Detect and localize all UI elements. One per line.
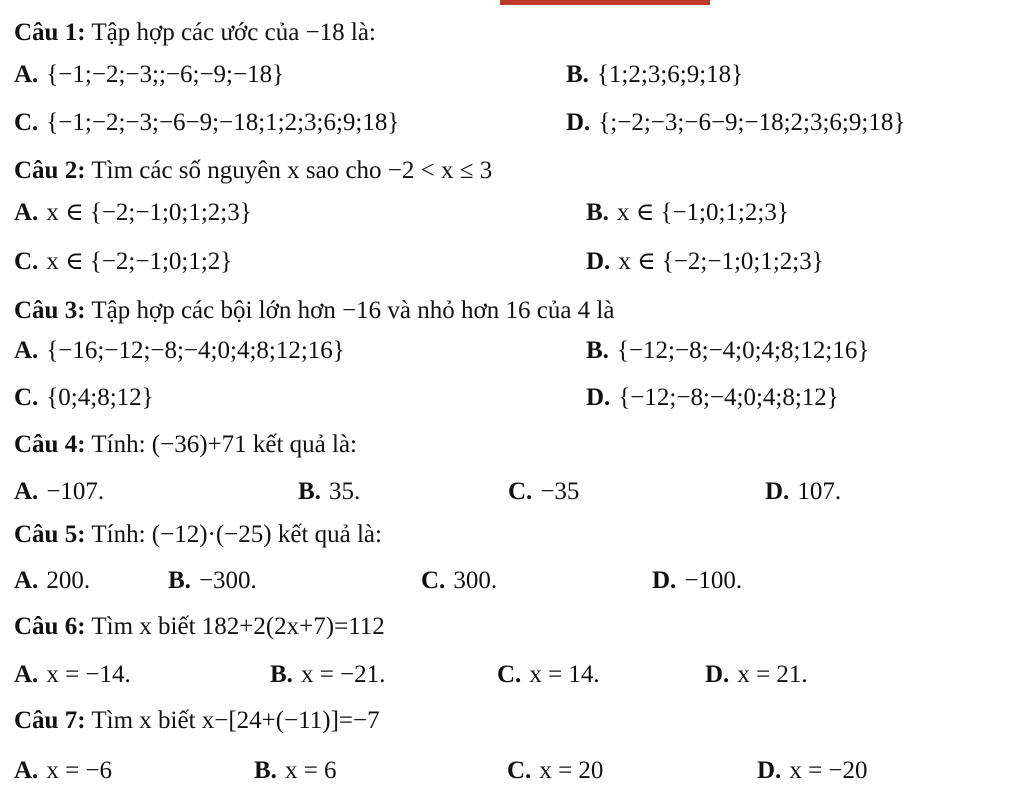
option-text: −35	[540, 478, 580, 505]
q2-option-d[interactable]	[586, 247, 824, 277]
option-label: C.	[497, 661, 522, 688]
option-label: A.	[14, 61, 39, 88]
option-text: −100.	[684, 567, 743, 594]
option-text: x ∈ {−2;−1;0;1;2;3}	[618, 248, 824, 275]
q4-option-b[interactable]	[298, 477, 360, 507]
option-label: D.	[652, 567, 677, 594]
option-label: A.	[14, 757, 39, 784]
option-label: D.	[586, 248, 611, 275]
question-6	[14, 612, 385, 642]
question-7	[14, 706, 380, 736]
q5-option-b[interactable]	[168, 566, 257, 596]
question-label: Câu 2:	[14, 157, 86, 184]
option-text: −107.	[46, 478, 105, 505]
q6-option-b[interactable]	[270, 660, 385, 690]
question-text: Tìm x biết 182+2(2x+7)=112	[91, 613, 385, 640]
question-2	[14, 156, 492, 186]
option-text: x ∈ {−2;−1;0;1;2;3}	[46, 199, 252, 226]
option-text: {−12;−8;−4;0;4;8;12;16}	[616, 337, 870, 364]
option-label: B.	[298, 478, 321, 505]
q2-option-a[interactable]	[14, 198, 252, 228]
question-label: Câu 7:	[14, 707, 86, 734]
q7-option-a[interactable]	[14, 756, 112, 786]
question-1	[14, 18, 376, 48]
option-text: x = 14.	[529, 661, 600, 688]
question-text: Tập hợp các bội lớn hơn −16 và nhỏ hơn 16 của 4 là	[91, 297, 615, 324]
option-text: x = 6	[284, 757, 337, 784]
option-label: D.	[705, 661, 730, 688]
option-label: B.	[254, 757, 277, 784]
option-text: {−1;−2;−3;;−6;−9;−18}	[46, 61, 285, 88]
option-text: {−12;−8;−4;0;4;8;12}	[618, 384, 839, 411]
question-label: Câu 4:	[14, 431, 86, 458]
option-text: x = 20	[539, 757, 604, 784]
option-label: D.	[757, 757, 782, 784]
q1-option-c[interactable]	[14, 108, 399, 138]
option-text: x = −20	[789, 757, 868, 784]
q7-option-c[interactable]	[507, 756, 603, 786]
q3-option-d[interactable]	[586, 383, 839, 413]
q2-option-b[interactable]	[586, 198, 789, 228]
option-text: −300.	[198, 567, 257, 594]
option-label: A.	[14, 337, 39, 364]
option-text: {−16;−12;−8;−4;0;4;8;12;16}	[46, 337, 345, 364]
option-text: x ∈ {−2;−1;0;1;2}	[46, 248, 233, 275]
option-text: x = 21.	[737, 661, 808, 688]
question-text: Tính: (−12)·(−25) kết quả là:	[91, 521, 382, 548]
q4-option-a[interactable]	[14, 477, 104, 507]
question-text: Tính: (−36)+71 kết quả là:	[91, 431, 357, 458]
option-label: D.	[765, 478, 790, 505]
q1-option-a[interactable]	[14, 60, 284, 90]
option-label: C.	[14, 384, 39, 411]
option-label: B.	[586, 199, 609, 226]
option-label: A.	[14, 661, 39, 688]
q6-option-c[interactable]	[497, 660, 600, 690]
question-label: Câu 1:	[14, 19, 86, 46]
q7-option-d[interactable]	[757, 756, 868, 786]
option-label: C.	[14, 248, 39, 275]
question-label: Câu 6:	[14, 613, 86, 640]
option-text: {;−2;−3;−6−9;−18;2;3;6;9;18}	[598, 109, 906, 136]
q5-option-c[interactable]	[421, 566, 497, 596]
question-4	[14, 430, 357, 460]
option-label: B.	[168, 567, 191, 594]
option-text: x = −6	[46, 757, 113, 784]
option-label: B.	[566, 61, 589, 88]
question-text: Tập hợp các ước của −18 là:	[91, 19, 376, 46]
top-decoration	[500, 0, 710, 5]
q1-option-d[interactable]	[566, 108, 905, 138]
question-5	[14, 520, 382, 550]
q4-option-c[interactable]	[508, 477, 579, 507]
question-3	[14, 296, 614, 326]
option-text: x ∈ {−1;0;1;2;3}	[616, 199, 789, 226]
option-label: B.	[586, 337, 609, 364]
option-label: A.	[14, 199, 39, 226]
q1-option-b[interactable]	[566, 60, 743, 90]
option-text: x = −14.	[46, 661, 131, 688]
option-text: 35.	[328, 478, 361, 505]
option-label: A.	[14, 478, 39, 505]
option-label: A.	[14, 567, 39, 594]
q3-option-c[interactable]	[14, 383, 154, 413]
option-label: C.	[421, 567, 446, 594]
question-label: Câu 3:	[14, 297, 86, 324]
question-text: Tìm x biết x−[24+(−11)]=−7	[91, 707, 380, 734]
option-text: {−1;−2;−3;−6−9;−18;1;2;3;6;9;18}	[46, 109, 400, 136]
option-text: x = −21.	[300, 661, 386, 688]
q5-option-a[interactable]	[14, 566, 90, 596]
option-label: D.	[586, 384, 611, 411]
q7-option-b[interactable]	[254, 756, 337, 786]
option-text: 300.	[453, 567, 498, 594]
q2-option-c[interactable]	[14, 247, 232, 277]
option-label: B.	[270, 661, 293, 688]
question-label: Câu 5:	[14, 521, 86, 548]
option-label: C.	[14, 109, 39, 136]
q6-option-d[interactable]	[705, 660, 808, 690]
q5-option-d[interactable]	[652, 566, 742, 596]
option-text: {0;4;8;12}	[46, 384, 154, 411]
option-text: {1;2;3;6;9;18}	[596, 61, 744, 88]
q3-option-a[interactable]	[14, 336, 345, 366]
question-text: Tìm các số nguyên x sao cho −2 < x ≤ 3	[91, 157, 493, 184]
option-text: 107.	[797, 478, 842, 505]
option-label: C.	[508, 478, 533, 505]
q3-option-b[interactable]	[586, 336, 869, 366]
option-label: C.	[507, 757, 532, 784]
q6-option-a[interactable]	[14, 660, 131, 690]
q4-option-d[interactable]	[765, 477, 841, 507]
option-text: 200.	[46, 567, 91, 594]
option-label: D.	[566, 109, 591, 136]
